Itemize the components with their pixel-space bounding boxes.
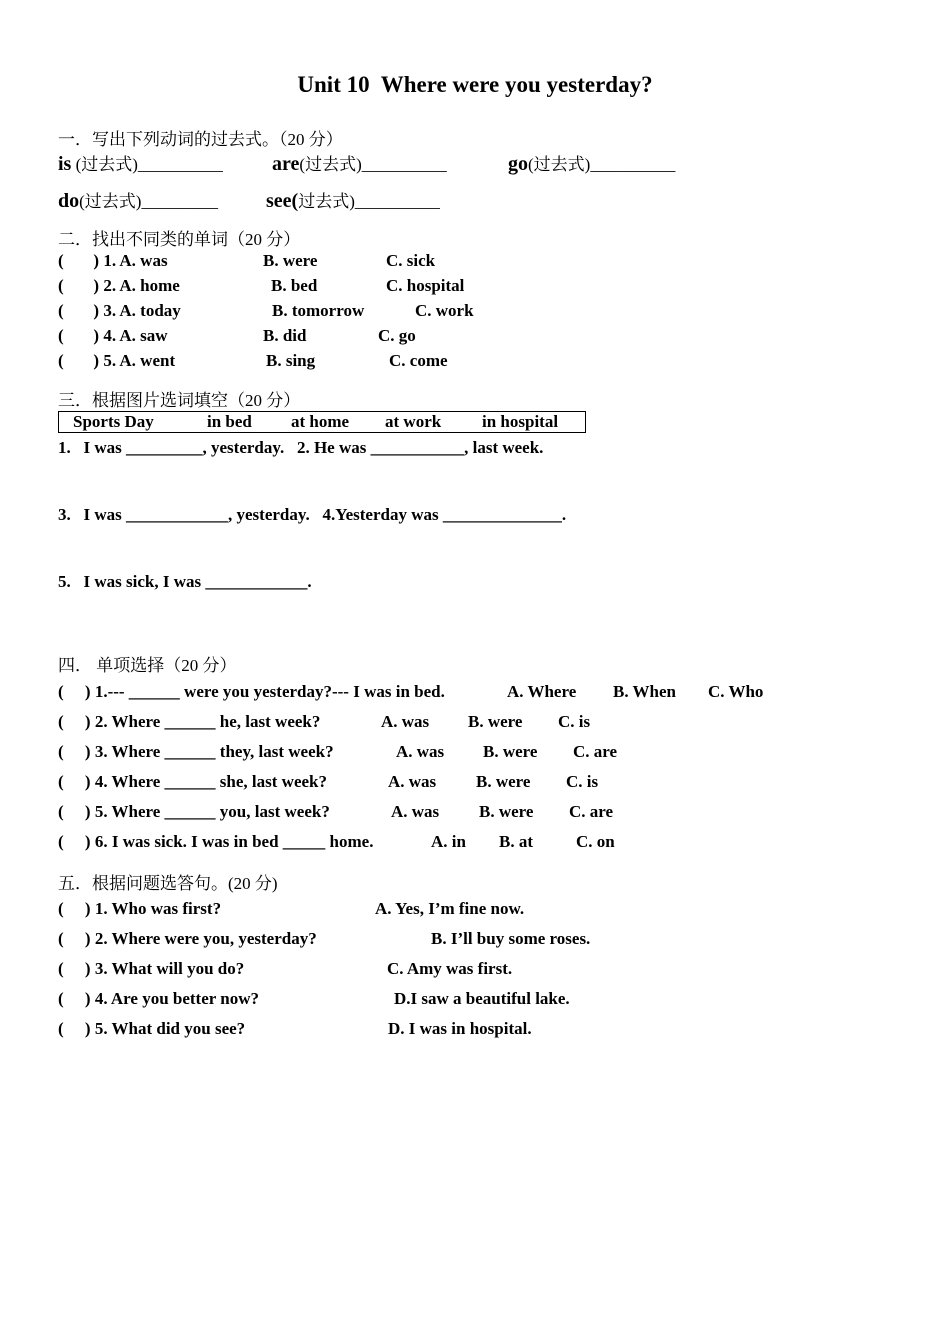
match-q5: ( ) 5. What did you see? — [58, 1019, 246, 1038]
odd-one-q4: ( ) 4. A. saw — [58, 326, 168, 345]
choice-q4-a: A. was — [388, 772, 437, 791]
choice-q1: ( ) 1.--- ______ were you yesterday?--- I was in bed. — [58, 682, 445, 701]
odd-one-q5-b: B. sing — [266, 351, 316, 370]
choice-q3-c: C. are — [573, 742, 618, 761]
odd-one-q3: ( ) 3. A. today — [58, 301, 181, 320]
choice-q6-a: A. in — [431, 832, 466, 851]
choice-q4-b: B. were — [476, 772, 531, 791]
verb-item-see: see(过去式)__________ — [266, 190, 440, 212]
odd-one-q3-c: C. work — [415, 301, 474, 320]
word-bank-item: at home — [291, 412, 350, 431]
fill-line-1: 1. I was _________, yesterday. 2. He was ___________, last week. — [58, 438, 544, 457]
choice-q5-b: B. were — [479, 802, 534, 821]
section-5-heading: 五．根据问题选答句。(20 分) — [58, 874, 278, 893]
odd-one-q2-b: B. bed — [271, 276, 318, 295]
verb-item-is: is (过去式)__________ — [58, 153, 223, 175]
match-q3: ( ) 3. What will you do? — [58, 959, 245, 978]
word-bank-item: Sports Day — [73, 412, 154, 431]
verb-item-do: do(过去式)_________ — [58, 190, 218, 212]
choice-q6-b: B. at — [499, 832, 533, 851]
word-bank-item: in bed — [207, 412, 252, 431]
odd-one-q1: ( ) 1. A. was — [58, 251, 168, 270]
odd-one-q1-b: B. were — [263, 251, 318, 270]
verb-item-are: are(过去式)__________ — [272, 153, 447, 175]
word-bank-item: in hospital — [482, 412, 559, 431]
section-2-heading: 二．找出不同类的单词（20 分） — [58, 230, 301, 249]
fill-line-3: 5. I was sick, I was ____________. — [58, 572, 312, 591]
choice-q4-c: C. is — [566, 772, 599, 791]
odd-one-q3-b: B. tomorrow — [272, 301, 365, 320]
choice-q6: ( ) 6. I was sick. I was in bed _____ home. — [58, 832, 374, 851]
match-a4: D.I saw a beautiful lake. — [394, 989, 570, 1008]
match-q4: ( ) 4. Are you better now? — [58, 989, 259, 1008]
fill-line-2: 3. I was ____________, yesterday. 4.Yesterday was ______________. — [58, 505, 567, 524]
choice-q6-c: C. on — [576, 832, 615, 851]
odd-one-q1-c: C. sick — [386, 251, 436, 270]
choice-q4: ( ) 4. Where ______ she, last week? — [58, 772, 327, 791]
odd-one-q4-c: C. go — [378, 326, 416, 345]
verb-item-go: go(过去式)__________ — [508, 153, 676, 175]
choice-q5: ( ) 5. Where ______ you, last week? — [58, 802, 330, 821]
choice-q2-a: A. was — [381, 712, 430, 731]
odd-one-q2: ( ) 2. A. home — [58, 276, 180, 295]
word-bank-item: at work — [385, 412, 442, 431]
word-bank-box — [58, 411, 586, 433]
choice-q3: ( ) 3. Where ______ they, last week? — [58, 742, 334, 761]
section-1-heading: 一．写出下列动词的过去式。（20 分） — [58, 130, 343, 149]
odd-one-q4-b: B. did — [263, 326, 307, 345]
odd-one-q2-c: C. hospital — [386, 276, 465, 295]
match-q1: ( ) 1. Who was first? — [58, 899, 222, 918]
choice-q5-c: C. are — [569, 802, 614, 821]
choice-q1-b: B. When — [613, 682, 676, 701]
choice-q2: ( ) 2. Where ______ he, last week? — [58, 712, 321, 731]
choice-q2-b: B. were — [468, 712, 523, 731]
choice-q2-c: C. is — [558, 712, 591, 731]
match-a2: B. I’ll buy some roses. — [431, 929, 591, 948]
choice-q1-a: A. Where — [507, 682, 577, 701]
match-q2: ( ) 2. Where were you, yesterday? — [58, 929, 317, 948]
match-a3: C. Amy was first. — [387, 959, 513, 978]
section-3-heading: 三．根据图片选词填空（20 分） — [58, 391, 301, 410]
odd-one-q5: ( ) 5. A. went — [58, 351, 176, 370]
match-a5: D. I was in hospital. — [388, 1019, 532, 1038]
choice-q3-b: B. were — [483, 742, 538, 761]
choice-q5-a: A. was — [391, 802, 440, 821]
section-4-heading: 四． 单项选择（20 分） — [58, 656, 237, 675]
match-a1: A. Yes, I’m fine now. — [375, 899, 525, 918]
choice-q1-c: C. Who — [708, 682, 764, 701]
odd-one-q5-c: C. come — [389, 351, 448, 370]
page-title: Unit 10 Where were you yesterday? — [297, 72, 653, 97]
choice-q3-a: A. was — [396, 742, 445, 761]
